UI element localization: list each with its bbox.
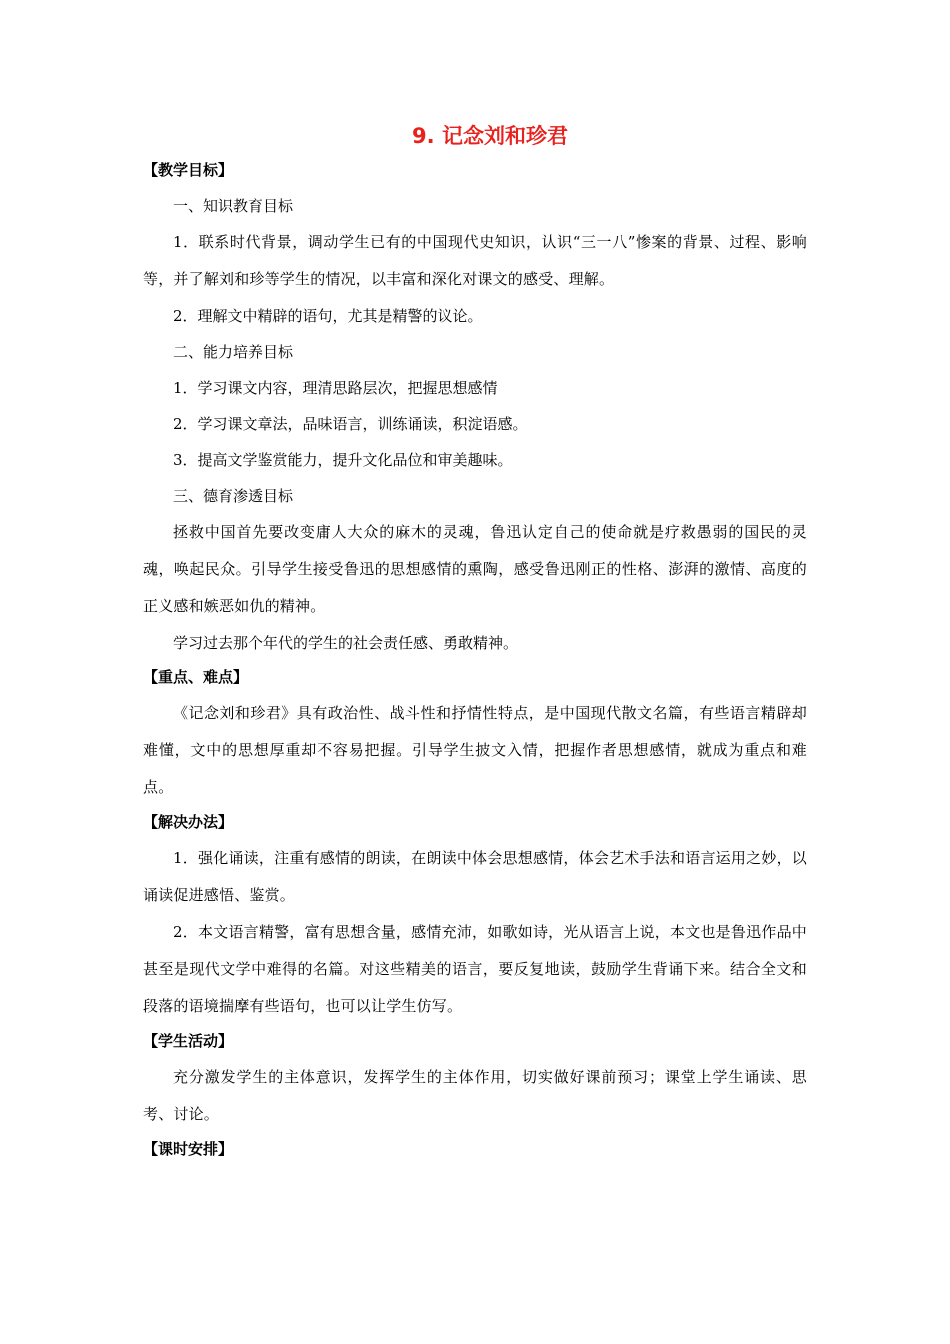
paragraph: 学习过去那个年代的学生的社会责任感、勇敢精神。	[173, 634, 519, 652]
paragraph: 2．理解文中精辟的语句，尤其是精警的议论。	[173, 307, 483, 325]
section-heading: 【课时安排】	[143, 1140, 234, 1158]
subheading: 二、能力培养目标	[173, 343, 294, 361]
paragraph: 拯救中国首先要改变庸人大众的麻木的灵魂，鲁迅认定自己的使命就是疗救愚弱的国民的灵魂，唤起民众。引导学生接受鲁迅的思想感情的熏陶，感受鲁迅刚正的性格、澎湃的激情、高度的正义感和嫉恶如仇的精神。	[143, 523, 807, 615]
document-page	[143, 118, 807, 1167]
paragraph: 2．本文语言精警，富有思想含量，感情充沛，如歌如诗，光从语言上说，本文也是鲁迅作品中甚至是现代文学中难得的名篇。对这些精美的语言，要反复地读，鼓励学生背诵下来。结合全文和段落的语境揣摩有些语句，也可以让学生仿写。	[143, 923, 807, 1015]
section-schedule	[143, 1133, 807, 1167]
subheading: 一、知识教育目标	[173, 197, 294, 215]
section-heading: 【学生活动】	[143, 1032, 234, 1050]
section-teaching-goals	[143, 154, 807, 661]
paragraph: 1．联系时代背景，调动学生已有的中国现代史知识，认识“三一八”惨案的背景、过程、影响等，并了解刘和珍等学生的情况，以丰富和深化对课文的感受、理解。	[143, 233, 807, 288]
section-student-activities	[143, 1025, 807, 1133]
paragraph: 3．提高文学鉴赏能力，提升文化品位和审美趣味。	[173, 451, 513, 469]
section-heading: 【教学目标】	[143, 161, 234, 179]
paragraph: 充分激发学生的主体意识，发挥学生的主体作用，切实做好课前预习；课堂上学生诵读、思考、讨论。	[143, 1068, 807, 1123]
section-key-points	[143, 661, 807, 806]
paragraph: 1．强化诵读，注重有感情的朗读，在朗读中体会思想感情，体会艺术手法和语言运用之妙，以诵读促进感悟、鉴赏。	[143, 849, 807, 904]
section-methods	[143, 806, 807, 1025]
section-heading: 【解决办法】	[143, 813, 234, 831]
paragraph: 2．学习课文章法，品味语言，训练诵读，积淀语感。	[173, 415, 528, 433]
section-heading: 【重点、难点】	[143, 668, 249, 686]
paragraph: 《记念刘和珍君》具有政治性、战斗性和抒情性特点，是中国现代散文名篇，有些语言精辟却难懂，文中的思想厚重却不容易把握。引导学生披文入情，把握作者思想感情，就成为重点和难点。	[143, 704, 807, 796]
paragraph: 1．学习课文内容，理清思路层次，把握思想感情	[173, 379, 498, 397]
subheading: 三、德育渗透目标	[173, 487, 294, 505]
document-title: 9. 记念刘和珍君	[412, 124, 568, 148]
